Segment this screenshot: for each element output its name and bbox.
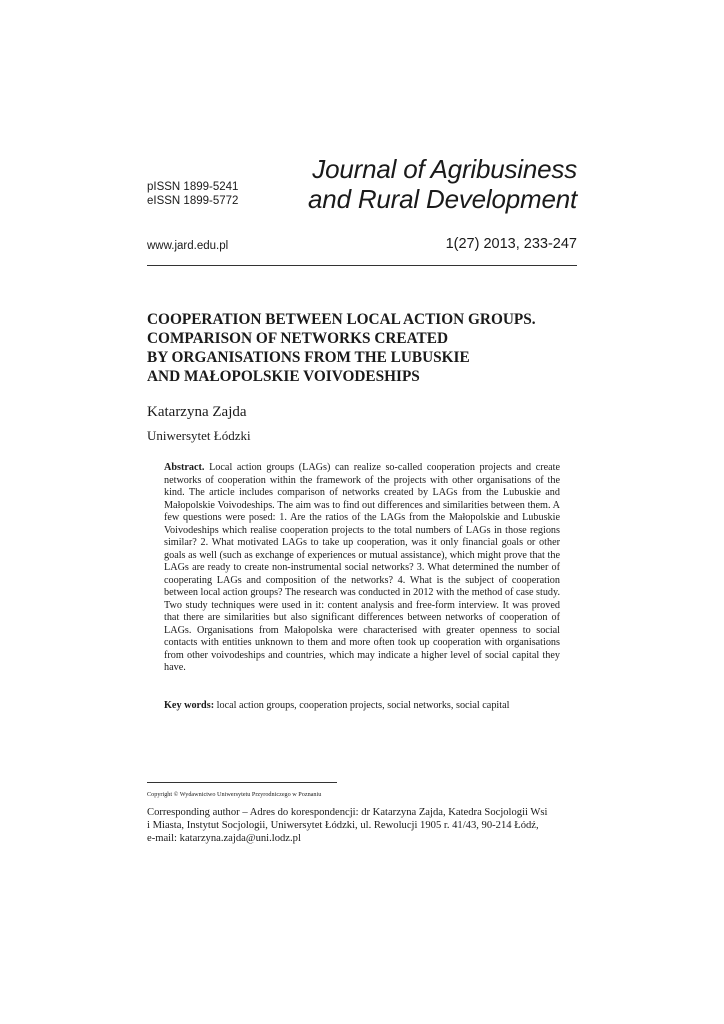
- issue-pages: 1(27) 2013, 233-247: [445, 236, 577, 252]
- keywords: [164, 700, 560, 713]
- pissn: pISSN 1899-5241: [147, 181, 239, 193]
- author-affiliation: Uniwersytet Łódzki: [147, 428, 251, 443]
- abstract: [164, 462, 560, 675]
- journal-website[interactable]: www.jard.edu.pl: [147, 240, 229, 252]
- footnote-divider: [147, 782, 337, 783]
- keywords-text: local action groups, cooperation projects, social networks, social capital: [216, 700, 510, 711]
- paper-title-line-4: AND MAŁOPOLSKIE VOIVODESHIPS: [147, 368, 420, 385]
- corresponding-author: [147, 806, 577, 845]
- keywords-label: Key words:: [164, 700, 215, 711]
- issn-block: [147, 181, 238, 208]
- paper-title-line-3: BY ORGANISATIONS FROM THE LUBUSKIE: [147, 349, 470, 366]
- journal-title-line-1: Journal of Agribusiness: [312, 154, 577, 184]
- copyright-notice: Copyright © Wydawnictwo Uniwersytetu Przyrodniczego w Poznaniu: [147, 791, 322, 798]
- corresponding-line-1: Corresponding author – Adres do korespondencji: dr Katarzyna Zajda, Katedra Socjologii Wsi: [147, 807, 548, 818]
- paper-title: [147, 310, 587, 386]
- corresponding-email[interactable]: e-mail: katarzyna.zajda@uni.lodz.pl: [147, 833, 301, 844]
- journal-title: [308, 154, 577, 214]
- journal-title-line-2: and Rural Development: [308, 184, 577, 214]
- paper-title-line-2: COMPARISON OF NETWORKS CREATED: [147, 330, 448, 347]
- eissn: eISSN 1899-5772: [147, 194, 239, 207]
- author-name: Katarzyna Zajda: [147, 404, 247, 420]
- header-divider: [147, 265, 577, 266]
- corresponding-line-2: i Miasta, Instytut Socjologii, Uniwersytet Łódzki, ul. Rewolucji 1905 r. 41/43, 90-214 Łódź,: [147, 820, 539, 831]
- abstract-text: Local action groups (LAGs) can realize so-called cooperation projects and create networks of cooperation within the framework of the projects with other organisations of the kind. The article includes comparison of networks created by LAGs from the Lubuskie and Małopolskie Voivodeships. The aim was to find out differences and similarities between them. A few questions were posed: 1. Are the ratios of the LAGs from the Małopolskie and Lubuskie Voivodeships which realise cooperation projects to the total numbers of LAGs in those regions similar? 2. What motivated LAGs to take up cooperation, was it only financial goals or other goals as well (such as exchange of experiences or mutual assistance), which might prove that the LAGs are ready to create non-instrumental social networks? 3. What determined the number of cooperating LAGs and composition of the networks? 4. What is the subject of cooperation between local action groups? The research was conducted in 2012 with the method of case study. Two study techniques were used in it: content analysis and free-form interview. It was proved that there are similarities but also significant differences between networks of cooperation of LAGs. Organisations from Małopolska were characterised with greater openness to social contacts with entities unknown to them and more often took up cooperation with organisations from other voivodeships and countries, which may indicate a higher level of social capital they have.: [164, 462, 561, 673]
- abstract-label: Abstract.: [164, 462, 205, 473]
- paper-title-line-1: COOPERATION BETWEEN LOCAL ACTION GROUPS.: [147, 311, 536, 328]
